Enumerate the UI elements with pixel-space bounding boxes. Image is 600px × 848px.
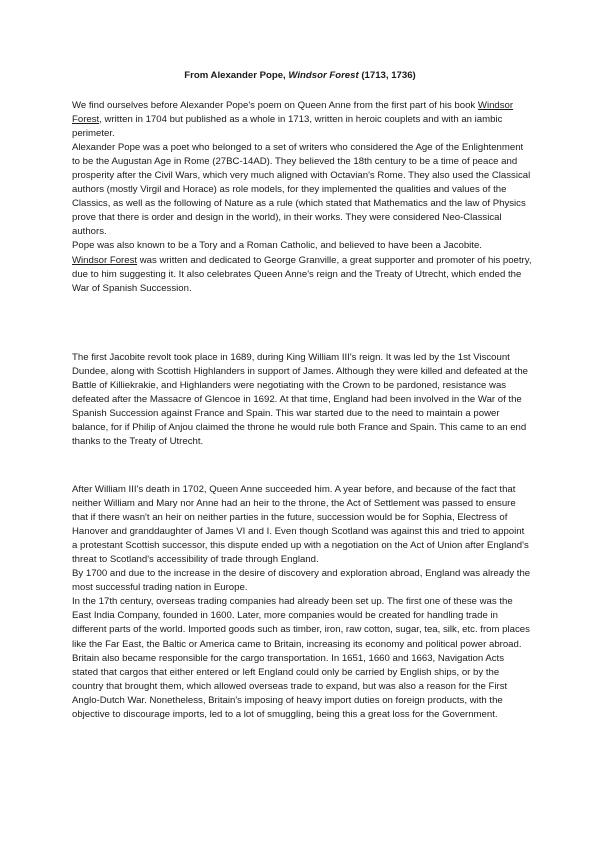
paragraph-text: was written and dedicated to George Granville, a great supporter and promoter of his poetry, due to him suggesting it. It also celebrates Queen Anne's reign and the Treaty of Utrecht, which ended the War of Spanish Succession. <box>72 254 532 294</box>
work-title-underlined: Windsor Forest <box>72 254 138 266</box>
title-years: (1713, 1736) <box>358 70 416 81</box>
section-introduction <box>72 99 532 296</box>
paragraph <box>72 254 532 296</box>
paragraph: After William III's death in 1702, Queen Anne succeeded him. A year before, and because of the fact that neither William and Mary nor Anne had an heir to the throne, the Act of Settlement was passed to ensure that if there wasn't an heir on neither parties in the future, succession would be for Sophia, Electress of Hanover and granddaughter of James VI and I. Even though Scotland was against this and tried to appoint a protestant Scottish successor, this dispute ended up with a negotiation on the Act of Union after England's threat to Scotland's accessibility of trade through England. <box>72 484 529 566</box>
title-work: Windsor Forest <box>288 70 359 81</box>
paragraph <box>72 99 532 141</box>
paragraph: Alexander Pope was a poet who belonged to a set of writers who considered the Age of the Enlightenment to be the Augustan Age in Rome (27BC-14AD). They believed the 18th century to be a time of peace and prosperity after the Civil Wars, which very much aligned with Octavian's Rome. They also used the Classical authors (mostly Virgil and Horace) as role models, for they implemented the qualities and values of the Classics, as well as the following of Nature as a rule (which stated that Mathematics and the law of Physics prove that there is order and design in the world), in their works. They were considered Neo-Classical authors. <box>72 142 531 238</box>
section-trade <box>72 483 532 722</box>
paragraph-text: We find ourselves before Alexander Pope's poem on Queen Anne from the first part of his book <box>72 100 478 111</box>
page-title <box>0 69 600 83</box>
title-prefix: From Alexander Pope, <box>184 70 289 81</box>
section-jacobite <box>72 351 532 449</box>
paragraph: Pope was also known to be a Tory and a Roman Catholic, and believed to have been a Jacobite. <box>72 240 482 252</box>
work-title-underlined: Windsor Forest <box>72 100 514 126</box>
paragraph-text: , written in 1704 but published as a whole in 1713, written in heroic couplets and with an iambic perimeter. <box>72 114 503 140</box>
paragraph: In the 17th century, overseas trading companies had already been set up. The first one of these was the East India Company, founded in 1600. Later, more companies would be created for handling trade in different parts of the world. Imported goods such as timber, iron, raw cotton, sugar, tea, silk, etc. from places like the Far East, the Baltic or America came to Britain, increasing its economy and political power abroad. <box>72 596 530 650</box>
paragraph: By 1700 and due to the increase in the desire of discovery and exploration abroad, England was already the most successful trading nation in Europe. <box>72 568 531 594</box>
paragraph: The first Jacobite revolt took place in 1689, during King William III's reign. It was led by the 1st Viscount Dundee, along with Scottish Highlanders in support of James. Although they were killed and defeated at the Battle of Killiekrakie, and Highlanders were negotiating with the Crown to be pardoned, resistance was defeated after the Massacre of Glencoe in 1692. At that time, England had been involved in the War of the Spanish Succession against France and Spain. This war started due to the need to maintain a power balance, for if Philip of Anjou claimed the throne he would rule both France and Spain. This came to an end thanks to the Treaty of Utrecht. <box>72 352 528 448</box>
paragraph: Britain also became responsible for the cargo transportation. In 1651, 1660 and 1663, Navigation Acts stated that cargos that either entered or left England could only be carried by English ships, or by the country that brought them, which allowed overseas trade to expand, but was also a reason for the First Anglo-Dutch War. Nonetheless, Britain's imposing of heavy import duties on foreign products, with the objective to discourage imports, led to a lot of smuggling, being this a great loss for the Government. <box>72 652 508 720</box>
